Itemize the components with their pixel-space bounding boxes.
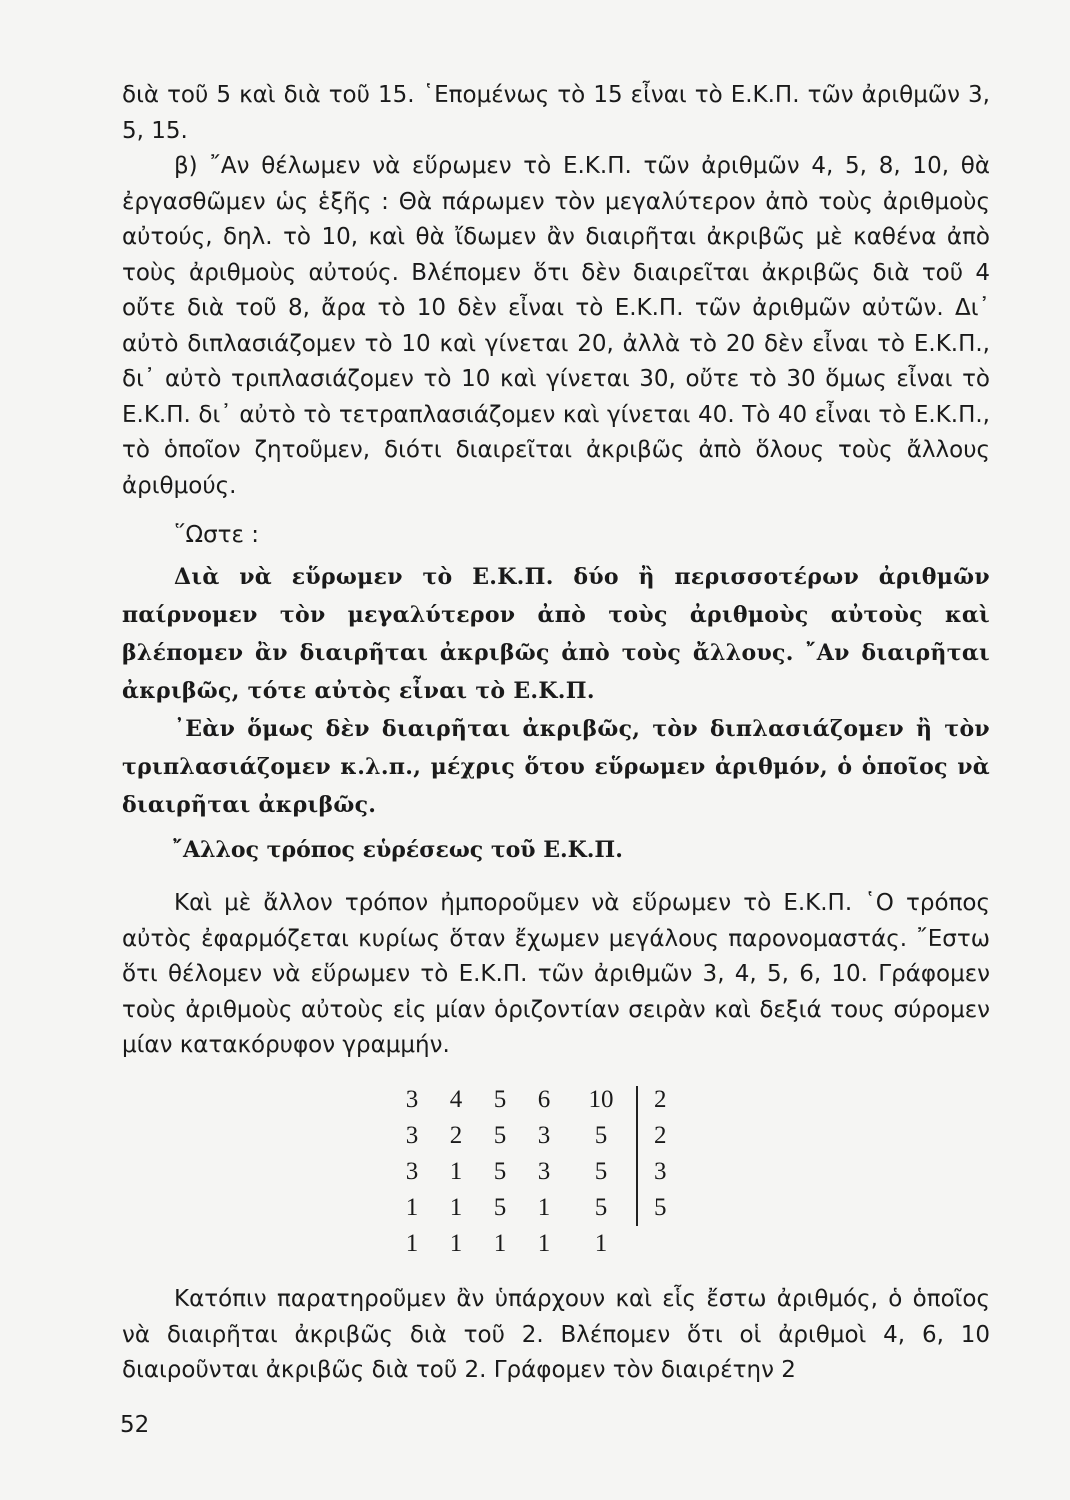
table-cell: 5 xyxy=(594,1158,608,1185)
table-cell: 1 xyxy=(405,1230,419,1257)
divisor: 3 xyxy=(654,1158,667,1185)
division-vertical-line xyxy=(636,1086,638,1226)
page-number: 52 xyxy=(120,1412,150,1438)
rule-2: ᾽Εὰν ὅμως δὲν διαιρῆται ἀκριβῶς, τὸν διπλασιάζομεν ἢ τὸν τριπλασιάζομεν κ.λ.π., μέχρις ὅτου εὕρωμεν ἀριθμόν, ὁ ὁποῖος νὰ διαιρῆται ἀκριβῶς. xyxy=(122,716,990,818)
table-cell: 2 xyxy=(449,1122,463,1149)
paragraph-continuation xyxy=(122,78,990,504)
table-cell: 3 xyxy=(405,1158,419,1185)
table-cell: 3 xyxy=(537,1122,551,1149)
table-cell: 5 xyxy=(594,1194,608,1221)
table-cell: 3 xyxy=(405,1122,419,1149)
table-cell: 3 xyxy=(537,1158,551,1185)
rule-1: Διὰ νὰ εὕρωμεν τὸ Ε.Κ.Π. δύο ἢ περισσοτέρων ἀριθμῶν παίρνομεν τὸν μεγαλύτερον ἀπὸ τοὺς ἀριθμοὺς αὐτοὺς καὶ βλέπομεν ἂν διαιρῆται ἀκριβῶς ἀπὸ τοὺς ἄλλους. ῎Αν διαιρῆται ἀκριβῶς, τότε αὐτὸς εἶναι τὸ Ε.Κ.Π. xyxy=(122,564,990,704)
division-table xyxy=(390,1082,714,1262)
table-cell: 4 xyxy=(449,1086,463,1113)
table-cell: 1 xyxy=(449,1158,463,1185)
table-cell: 5 xyxy=(493,1086,507,1113)
table-cell: 1 xyxy=(594,1230,608,1257)
table-row xyxy=(390,1190,714,1226)
table-cell: 1 xyxy=(449,1230,463,1257)
table-cell: 5 xyxy=(493,1122,507,1149)
paragraph-observation xyxy=(122,1282,990,1389)
paragraph-3: Καὶ μὲ ἄλλον τρόπον ἠμποροῦμεν νὰ εὕρωμεν τὸ Ε.Κ.Π. ῾Ο τρόπος αὐτὸς ἐφαρμόζεται κυρίως ὅταν ἔχωμεν μεγάλους παρονομαστάς. ῎Εστω ὅτι θέλομεν νὰ εὕρωμεν τὸ Ε.Κ.Π. τῶν ἀριθμῶν 3, 4, 5, 6, 10. Γράφομεν τοὺς ἀριθμοὺς αὐτοὺς εἰς μίαν ὁριζοντίαν σειρὰν καὶ δεξιά τους σύρομεν μίαν κατακόρυφον γραμμήν. xyxy=(122,890,990,1058)
table-cell: 1 xyxy=(405,1194,419,1221)
table-cell: 5 xyxy=(493,1194,507,1221)
divisor: 5 xyxy=(654,1194,667,1221)
hoste-label: ῞Ωστε : xyxy=(174,522,259,548)
table-cell: 1 xyxy=(537,1194,551,1221)
table-row xyxy=(390,1226,714,1262)
table-cell: 5 xyxy=(594,1122,608,1149)
table-row xyxy=(390,1082,714,1118)
table-cell: 6 xyxy=(537,1086,551,1113)
section-heading: ῎Αλλος τρόπος εὑρέσεως τοῦ Ε.Κ.Π. xyxy=(172,837,623,863)
rule-block xyxy=(122,558,990,824)
paragraph-method xyxy=(122,886,990,1064)
paragraph-4: Κατόπιν παρατηροῦμεν ἂν ὑπάρχουν καὶ εἷς ἔστω ἀριθμός, ὁ ὁποῖος νὰ διαιρῆται ἀκριβῶς διὰ τοῦ 2. Βλέπομεν ὅτι οἱ ἀριθμοὶ 4, 6, 10 διαιροῦνται ἀκριβῶς διὰ τοῦ 2. Γράφομεν τὸν διαιρέτην 2 xyxy=(122,1286,990,1383)
table-cell: 5 xyxy=(493,1158,507,1185)
table-cell: 10 xyxy=(588,1086,614,1113)
divisor: 2 xyxy=(654,1086,667,1113)
paragraph-2: β) ῎Αν θέλωμεν νὰ εὕρωμεν τὸ Ε.Κ.Π. τῶν ἀριθμῶν 4, 5, 8, 10, θὰ ἐργασθῶμεν ὡς ἑξῆς : Θὰ πάρωμεν τὸν μεγαλύτερον ἀπὸ τοὺς ἀριθμοὺς αὐτούς, δηλ. τὸ 10, καὶ θὰ ἴδωμεν ἂν διαιρῆται ἀκριβῶς μὲ καθένα ἀπὸ τοὺς ἀριθμοὺς αὐτούς. Βλέπομεν ὅτι δὲν διαιρεῖται ἀκριβῶς διὰ τοῦ 4 οὔτε διὰ τοῦ 8, ἄρα τὸ 10 δὲν εἶναι τὸ Ε.Κ.Π. τῶν ἀριθμῶν αὐτῶν. Δι᾽ αὐτὸ διπλασιάζομεν τὸ 10 καὶ γίνεται 20, ἀλλὰ τὸ 20 δὲν εἶναι τὸ Ε.Κ.Π., δι᾽ αὐτὸ τριπλασιάζομεν τὸ 10 καὶ γίνεται 30, οὔτε τὸ 30 ὅμως εἶναι τὸ Ε.Κ.Π. δι᾽ αὐτὸ τὸ τετραπλασιάζομεν καὶ γίνεται 40. Τὸ 40 εἶναι τὸ Ε.Κ.Π., τὸ ὁποῖον ζητοῦμεν, διότι διαιρεῖται ἀκριβῶς ἀπὸ ὅλους τοὺς ἄλλους ἀριθμούς. xyxy=(122,153,990,499)
divisor: 2 xyxy=(654,1122,667,1149)
table-cell: 1 xyxy=(449,1194,463,1221)
table-cell: 1 xyxy=(493,1230,507,1257)
paragraph-1: διὰ τοῦ 5 καὶ διὰ τοῦ 15. ῾Επομένως τὸ 15 εἶναι τὸ Ε.Κ.Π. τῶν ἀριθμῶν 3, 5, 15. xyxy=(122,82,990,144)
table-cell: 1 xyxy=(537,1230,551,1257)
table-row xyxy=(390,1118,714,1154)
table-cell: 3 xyxy=(405,1086,419,1113)
table-row xyxy=(390,1154,714,1190)
